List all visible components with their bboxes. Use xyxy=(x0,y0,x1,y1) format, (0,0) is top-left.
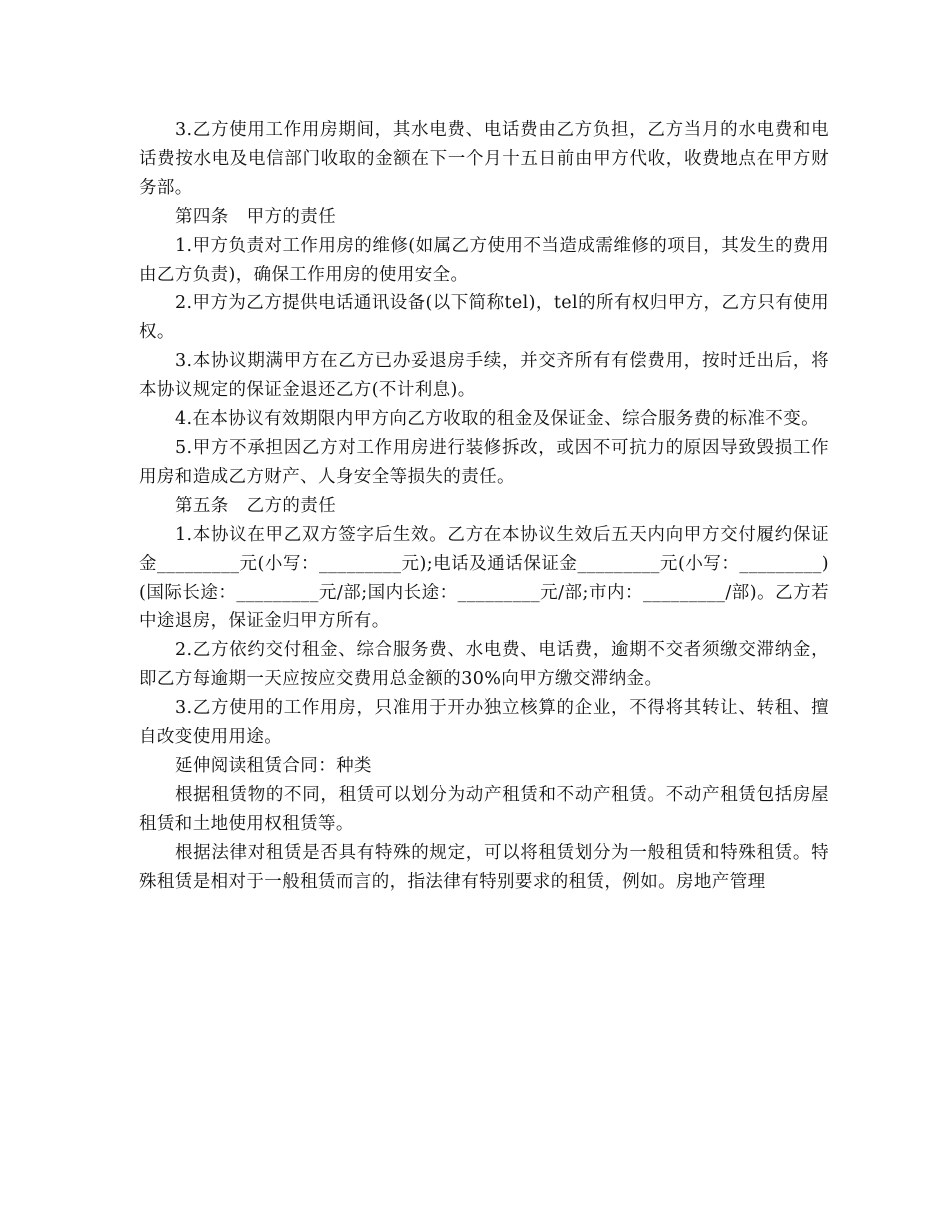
article-4-item-3: 3.本协议期满甲方在乙方已办妥退房手续，并交齐所有有偿费用，按时迁出后，将本协议规定的保证金退还乙方(不计利息)。 xyxy=(139,351,829,401)
article-4-heading: 第四条 甲方的责任 xyxy=(175,206,337,227)
clause-3-utilities: 3.乙方使用工作用房期间，其水电费、电话费由乙方负担，乙方当月的水电费和电话费按水电及电信部门收取的金额在下一个月十五日前由甲方代收，收费地点在甲方财务部。 xyxy=(139,120,829,198)
article-4-item-5: 5.甲方不承担因乙方对工作用房进行装修拆改，或因不可抗力的原因导致毁损工作用房和造成乙方财产、人身安全等损失的责任。 xyxy=(139,437,829,487)
article-4-item-4: 4.在本协议有效期限内甲方向乙方收取的租金及保证金、综合服务费的标准不变。 xyxy=(175,409,819,430)
article-5-item-2: 2.乙方依约交付租金、综合服务费、水电费、电话费，逾期不交者须缴交滞纳金，即乙方每逾期一天应按应交费用总金额的30%向甲方缴交滞纳金。 xyxy=(139,640,829,690)
document-body xyxy=(139,116,829,896)
lease-types-paragraph-1: 根据租赁物的不同，租赁可以划分为动产租赁和不动产租赁。不动产租赁包括房屋租赁和土地使用权租赁等。 xyxy=(139,784,829,834)
article-5-heading: 第五条 乙方的责任 xyxy=(175,495,337,516)
article-5-item-3: 3.乙方使用的工作用房，只准用于开办独立核算的企业，不得将其转让、转租、擅自改变使用用途。 xyxy=(139,698,829,748)
article-4-item-1: 1.甲方负责对工作用房的维修(如属乙方使用不当造成需维修的项目，其发生的费用由乙方负责)，确保工作用房的使用安全。 xyxy=(139,235,829,285)
article-5-item-1: 1.本协议在甲乙双方签字后生效。乙方在本协议生效后五天内向甲方交付履约保证金_________元(小写：_________元);电话及通话保证金_________元(小写：_________)(国际长途：_________元/部;国内长途：_________元/部;市内：_________/部)。乙方若中途退房，保证金归甲方所有。 xyxy=(139,524,829,632)
lease-types-paragraph-2: 根据法律对租赁是否具有特殊的规定，可以将租赁划分为一般租赁和特殊租赁。特殊租赁是相对于一般租赁而言的，指法律有特别要求的租赁，例如。房地产管理 xyxy=(139,842,829,892)
extended-reading-heading: 延伸阅读租赁合同：种类 xyxy=(175,755,372,776)
article-4-item-2: 2.甲方为乙方提供电话通讯设备(以下简称tel)，tel的所有权归甲方，乙方只有使用权。 xyxy=(139,293,829,343)
